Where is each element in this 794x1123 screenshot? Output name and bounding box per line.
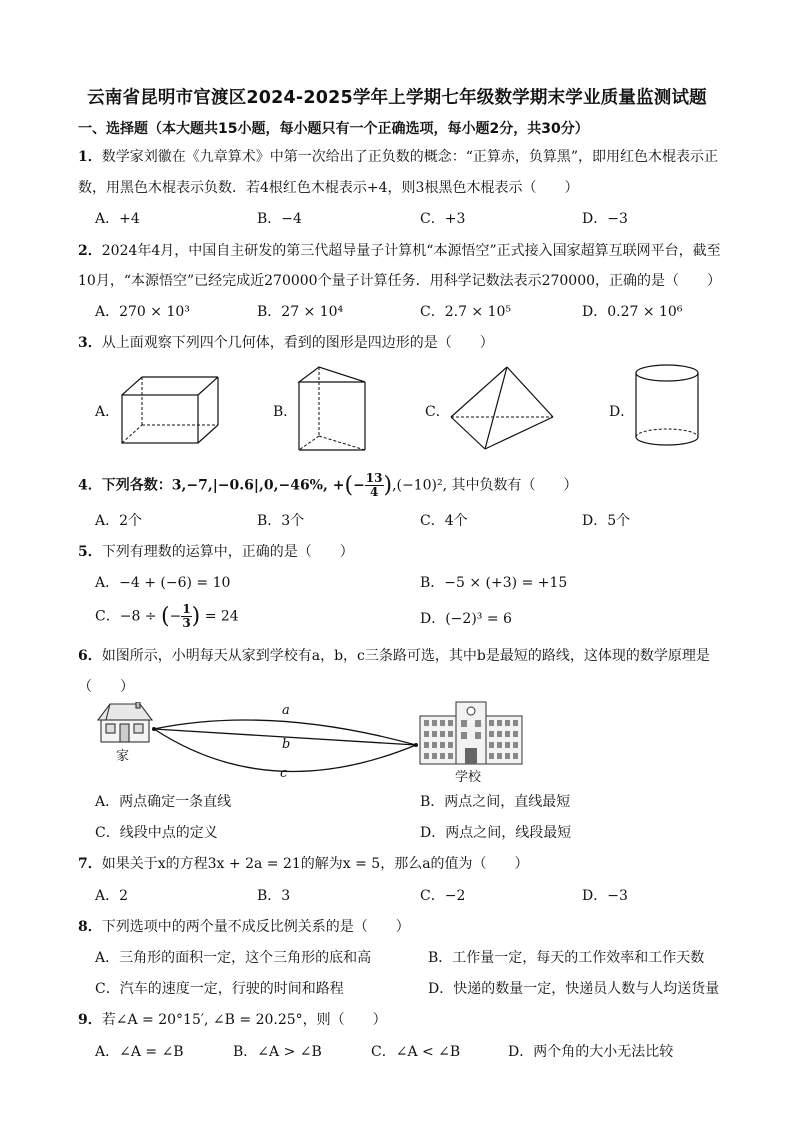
question-number: 6． <box>78 648 102 664</box>
option-c: C．−2 <box>420 888 466 904</box>
question-7 <box>78 853 529 873</box>
option-c: C．4个 <box>420 513 468 529</box>
option-a: A．三角形的面积一定，这个三角形的底和高 <box>95 950 372 966</box>
option-d: D．快递的数量一定，快递员人数与人均送货量 <box>428 981 720 997</box>
minus-sign: − <box>169 608 182 625</box>
option-a: A．2 <box>95 888 129 904</box>
option-d: D．5个 <box>582 513 631 529</box>
option-d: D．(−2)³ = 6 <box>420 611 512 627</box>
question-5 <box>78 541 354 561</box>
fraction-denominator: 4 <box>369 485 379 499</box>
paren: ) <box>383 473 393 498</box>
option-a: A．两点确定一条直线 <box>95 794 232 810</box>
option-d: D． <box>609 404 635 420</box>
option-d: D．−3 <box>582 211 628 227</box>
question-text: 若∠A = 20°15′, ∠B = 20.25°，则（ ） <box>101 1012 387 1028</box>
question-text: 如图所示，小明每天从家到学校有a，b，c三条路可选，其中b是最短的路线，这体现的数学原理是 <box>101 648 710 664</box>
question-9 <box>78 1009 387 1029</box>
route-c-label: c <box>280 766 288 781</box>
question-number: 9． <box>78 1012 102 1028</box>
option-a: A．2个 <box>95 513 143 529</box>
question-text: 数学家刘徽在《九章算术》中第一次给出了正负数的概念：“正算赤，负算黑”，即用红色木棍表示正 <box>101 149 719 165</box>
question-3 <box>78 332 494 352</box>
paren: ( <box>344 473 354 498</box>
option-b: B． <box>273 404 298 420</box>
school-label: 学校 <box>455 770 482 785</box>
route-a-label: a <box>282 703 290 718</box>
option-c: C．+3 <box>420 211 466 227</box>
home-label: 家 <box>116 749 130 764</box>
option-d: D．0.27 × 10⁶ <box>582 304 683 320</box>
question-8 <box>78 916 410 936</box>
question-text: 从上面观察下列四个几何体，看到的图形是四边形的是（ ） <box>101 335 494 351</box>
question-number: 8． <box>78 919 102 935</box>
question-number: 7． <box>78 856 102 872</box>
question-number: 3． <box>78 335 102 351</box>
option-c <box>95 603 239 630</box>
question-number: 4． <box>78 477 102 494</box>
option-c-tail: = 24 <box>200 608 239 625</box>
paren: ( <box>160 604 170 629</box>
question-number: 1． <box>78 149 102 165</box>
question-text: 下列有理数的运算中，正确的是（ ） <box>101 544 354 560</box>
option-a: A． <box>95 404 120 420</box>
option-b: B．27 × 10⁴ <box>257 304 344 320</box>
option-a: A．270 × 10³ <box>95 304 190 320</box>
question-1 <box>78 146 718 166</box>
question-text-start: 下列各数：3,−7,|−0.6|,0,−46%, + <box>101 477 345 494</box>
question-text: 下列选项中的两个量不成反比例关系的是（ ） <box>101 919 410 935</box>
option-d: D．−3 <box>582 888 628 904</box>
question-1-continued: 数，用黑色木棍表示负数．若4根红色木棍表示+4，则3根黑色木棍表示（ ） <box>78 180 579 196</box>
option-b: B．∠A > ∠B <box>233 1044 322 1060</box>
option-c: C． <box>425 404 450 420</box>
option-b: B．3 <box>257 888 291 904</box>
question-6-continued: （ ） <box>78 679 134 695</box>
option-a: A．∠A = ∠B <box>95 1044 184 1060</box>
cylinder-figure <box>634 363 700 449</box>
option-b: B．工作量一定，每天的工作效率和工作天数 <box>428 950 705 966</box>
route-b-label: b <box>282 737 291 752</box>
question-text: 如果关于x的方程3x + 2a = 21的解为x = 5，那么a的值为（ ） <box>101 856 529 872</box>
option-c: C．∠A < ∠B <box>371 1044 461 1060</box>
option-b: B．3个 <box>257 513 305 529</box>
question-2-continued: 10月，“本源悟空”已经完成近270000个量子计算任务．用科学记数法表示270000，正确的是（ ） <box>78 273 722 289</box>
pyramid-figure <box>449 365 555 451</box>
question-2 <box>78 240 721 260</box>
house-icon <box>96 702 156 744</box>
option-a: A．−4 + (−6) = 10 <box>95 575 231 591</box>
section-heading: 一、选择题（本大题共15小题，每小题只有一个正确选项，每小题2分，共30分） <box>78 121 589 137</box>
fraction <box>365 472 384 499</box>
paren: ) <box>191 604 201 629</box>
question-number: 5． <box>78 544 102 560</box>
question-number: 2． <box>78 243 102 259</box>
cuboid-figure <box>118 375 222 447</box>
option-b: B．两点之间，直线最短 <box>420 794 571 810</box>
fraction-denominator: 3 <box>182 616 191 630</box>
question-text-end: ,(−10)², 其中负数有（ ） <box>392 477 578 494</box>
option-b: B．−5 × (+3) = +15 <box>420 575 568 591</box>
school-building-icon <box>418 700 524 766</box>
triangular-prism-figure <box>295 364 369 454</box>
question-4 <box>78 472 578 499</box>
fraction <box>181 603 191 630</box>
option-b: B．−4 <box>257 211 302 227</box>
option-d: D．两个角的大小无法比较 <box>508 1044 674 1060</box>
question-text: 2024年4月，中国自主研发的第三代超导量子计算机“本源悟空”正式接入国家超算互联网平台，截至 <box>101 243 721 259</box>
fraction-numerator: 1 <box>182 602 191 616</box>
option-a: A．+4 <box>95 211 140 227</box>
question-6 <box>78 645 710 665</box>
fraction-numerator: 13 <box>365 471 383 485</box>
page-title: 云南省昆明市官渡区2024-2025学年上学期七年级数学期末学业质量监测试题 <box>87 88 707 108</box>
option-c: C．汽车的速度一定，行驶的时间和路程 <box>95 981 344 997</box>
option-c-text: C．−8 ÷ <box>95 608 161 625</box>
option-d: D．两点之间，线段最短 <box>420 825 572 841</box>
option-c: C．2.7 × 10⁵ <box>420 304 512 320</box>
fraction-sign: − <box>353 477 365 494</box>
option-c: C．线段中点的定义 <box>95 825 218 841</box>
